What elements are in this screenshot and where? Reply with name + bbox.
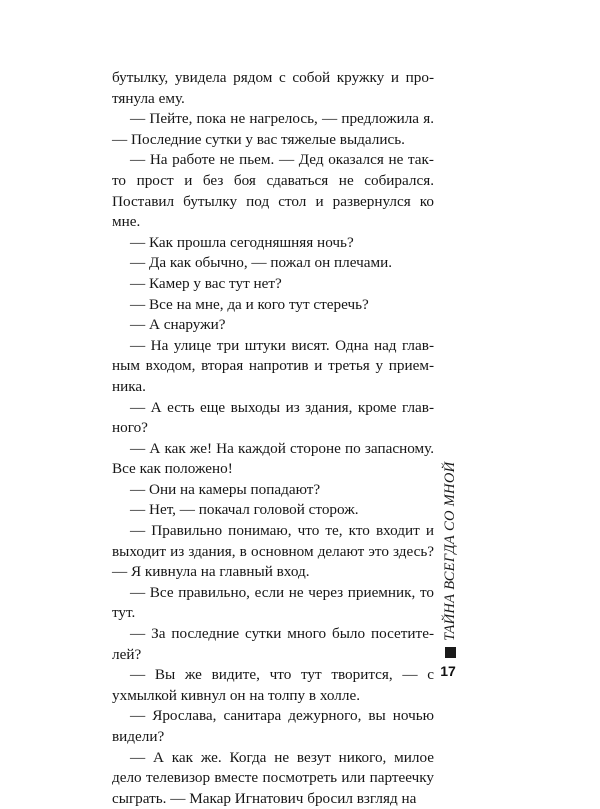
page-body xyxy=(112,68,434,809)
paragraph-1: бутылку, увидела рядом с собой кружку и протянула ему. xyxy=(112,69,434,107)
paragraph-4: — Как прошла сегодняшняя ночь? xyxy=(130,233,354,251)
paragraph-13: — Нет, — покачал головой сторож. xyxy=(130,501,359,519)
paragraph-8: — А снаружи? xyxy=(130,316,226,334)
paragraph-6: — Камер у вас тут нет? xyxy=(130,274,282,292)
square-bullet-icon xyxy=(445,647,456,658)
paragraph-17: — Вы же видите, что тут творится, — с ухмылкой кивнул он на толпу в холле. xyxy=(112,666,434,704)
paragraph-10: — А есть еще выходы из здания, кроме главного? xyxy=(112,398,434,437)
paragraph-3: — На работе не пьем. — Дед оказался не так-то прост и без боя сдаваться не собирался. Поставил бутылку под стол и развернулся ко мне. xyxy=(112,151,434,231)
paragraph-15: — Все правильно, если не через приемник, то тут. xyxy=(112,583,434,622)
paragraph-14: — Правильно понимаю, что те, кто входит и выходит из здания, в основном делают это здесь? — Я кивнула на главный вход. xyxy=(112,522,434,581)
paragraph-16: — За последние сутки много было посетителей? xyxy=(112,625,434,663)
paragraph-11: — А как же! На каждой стороне по запасному. Все как положено! xyxy=(112,439,434,478)
paragraph-9: — На улице три штуки висят. Одна над главным входом, вторая напротив и третья у приемника. xyxy=(112,336,434,395)
paragraph-19: — А как же. Когда не везут никого, милое дело телевизор вместе посмотреть или партеечку сыграть. — Макар Игнатович бросил взгляд на xyxy=(112,748,434,807)
paragraph-18: — Ярослава, санитара дежурного, вы ночью видели? xyxy=(112,707,434,745)
paragraph-5: — Да как обычно, — пожал он плечами. xyxy=(130,254,392,272)
paragraph-2: — Пейте, пока не нагрелось, — предложила я. — Последние сутки у вас тяжелые выдались. xyxy=(112,110,434,148)
running-title xyxy=(442,462,459,658)
running-title-text: ТАЙНА ВСЕГДА СО МНОЙ xyxy=(442,461,458,641)
paragraph-7: — Все на мне, да и кого тут стеречь? xyxy=(130,295,369,313)
paragraph-12: — Они на камеры попадают? xyxy=(130,480,321,498)
page-number: 17 xyxy=(440,663,456,679)
